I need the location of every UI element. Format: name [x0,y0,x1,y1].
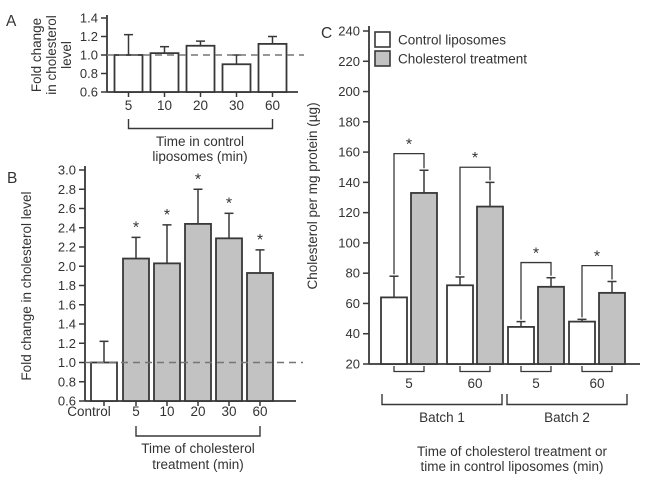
panel-b-x-axis-title-line-1: treatment (min) [152,457,244,472]
panel-b-ytick-label-1.2: 1.2 [57,335,76,351]
panel-c-ytick-label-120: 120 [338,205,360,221]
panel-c-ytick-label-160: 160 [338,144,360,160]
panel-c-ytick-label-180: 180 [338,114,360,130]
panel-c-ytick-label-240: 240 [338,23,360,39]
batch-bracket-1 [507,394,627,405]
panel-b-ytick-label-0.6: 0.6 [57,393,76,409]
panel-c-y-axis-title-line-0: Cholesterol per mg protein (µg) [305,102,320,290]
panel-a-xtick-label-5: 5 [124,98,133,113]
panel-c-sig-asterisk-batch-1-5min: * [405,136,413,154]
panel-b-ytick-label-2.2: 2.2 [57,239,76,255]
panel-c-pair-staple-batch-1-60min [460,366,490,372]
panel-b-xtick-label-10: 10 [159,404,175,419]
panel-c-x-axis-title-line-0: Time of cholesterol treatment or [416,444,608,459]
panel-b-bar-5 [123,259,149,401]
panel-b-ytick-label-1.4: 1.4 [57,316,76,332]
panel-a-x-bracket [129,119,273,129]
panel-b-bar-control [91,363,117,402]
panel-a [6,11,304,165]
panel-b-x-axis-title-line-0: Time of cholesterol [141,441,255,456]
panel-b-sig-asterisk-5: * [132,219,140,237]
panel-c-time-label-batch-1-5min: 5 [405,376,413,391]
panel-c-label: C [321,25,333,42]
legend-swatch-treatment [375,51,390,66]
panel-b-xtick-label-20: 20 [190,404,206,419]
batch-label-1: Batch 2 [544,410,590,425]
panel-a-xtick-label-30: 30 [228,98,245,113]
panel-b-y-axis-title-line-0: Fold change in cholesterol level [19,191,34,381]
panel-c [305,24,640,475]
panel-a-ytick-label-1.4: 1.4 [79,10,98,26]
panel-a-ytick-label-1.0: 1.0 [79,47,98,63]
panel-a-xtick-label-60: 60 [264,98,281,113]
panel-c-ytick-label-40: 40 [345,326,360,342]
panel-b-ytick-label-0.8: 0.8 [57,374,76,390]
panel-b-ytick-label-1.0: 1.0 [57,355,76,370]
panel-c-bar-batch-1-5min-treatment [411,193,437,364]
panel-c-bar-batch-2-60min-treatment [599,293,625,364]
panel-b-sig-asterisk-30: * [225,195,233,213]
panel-c-ytick-label-60: 60 [345,295,360,311]
panel-c-time-label-batch-1-60min: 60 [467,376,483,391]
panel-c-ytick-label-80: 80 [345,265,360,281]
legend-swatch-control [375,32,390,47]
panel-c-ytick-label-200: 200 [338,84,360,100]
panel-a-y-axis-title-line-1: in cholesterol [44,15,59,95]
panel-b-x-bracket [136,426,260,436]
panel-c-time-label-batch-2-60min: 60 [589,376,605,391]
panel-b-label: B [7,170,18,187]
panel-c-sig-asterisk-batch-2-5min: * [532,245,540,263]
panel-c-ytick-label-140: 140 [338,174,360,190]
panel-c-x-axis-title-line-1: time in control liposomes (min) [420,459,604,474]
panel-b-ytick-label-2.0: 2.0 [57,258,76,274]
panel-c-bar-batch-1-60min-control [447,285,473,364]
panel-c-bar-batch-2-5min-treatment [538,287,564,364]
panel-b-sig-asterisk-60: * [256,231,264,249]
panel-a-bar-60 [259,44,287,92]
panel-c-ytick-label-220: 220 [338,53,360,69]
panel-b-bar-20 [185,224,211,401]
panel-c-pair-staple-batch-1-5min [394,366,424,372]
panel-a-x-axis-title-line-1: liposomes (min) [152,149,248,164]
panel-b-bar-30 [216,238,242,401]
legend-label-control: Control liposomes [398,32,507,48]
panel-a-y-axis-title-line-0: Fold change [29,17,44,93]
panel-a-bar-10 [151,53,179,92]
panel-b-ytick-label-2.8: 2.8 [57,181,76,197]
panel-c-bar-batch-2-5min-control [508,327,534,364]
panel-c-pair-staple-batch-2-60min [582,366,612,372]
panel-b-xtick-label-60: 60 [252,404,268,419]
panel-a-x-axis-title-line-0: Time in control [155,134,245,149]
panel-c-bar-batch-2-60min-control [569,322,595,364]
panel-b-sig-asterisk-10: * [163,206,171,224]
panel-b-ytick-label-2.4: 2.4 [57,220,76,236]
panel-a-xtick-label-10: 10 [156,98,173,113]
panel-c-time-label-batch-2-5min: 5 [532,376,540,391]
panel-b-bar-60 [247,273,273,401]
panel-b-ytick-label-2.6: 2.6 [57,201,76,216]
panel-a-ytick-label-0.6: 0.6 [79,84,98,100]
panel-a-y-axis-title-line-2: level [59,41,74,69]
panel-c-sig-asterisk-batch-1-60min: * [471,150,479,168]
panel-c-pair-staple-batch-2-5min [521,366,551,372]
panel-a-xtick-label-20: 20 [192,98,209,113]
panel-b-bar-10 [154,263,180,401]
panel-b-xtick-label-5: 5 [132,404,140,419]
panel-a-label: A [6,13,17,30]
batch-label-0: Batch 1 [419,410,465,425]
panel-a-bar-20 [187,46,215,92]
panel-c-sig-asterisk-batch-2-60min: * [593,248,601,266]
panel-c-ytick-label-20: 20 [345,356,360,372]
panel-b-ytick-label-1.8: 1.8 [57,278,76,293]
panel-a-ytick-label-1.2: 1.2 [79,29,98,44]
panel-c-bar-batch-1-5min-control [381,297,407,364]
legend-label-treatment: Cholesterol treatment [398,51,528,67]
panel-b-sig-asterisk-20: * [194,171,202,189]
batch-bracket-0 [382,394,502,405]
panel-c-bar-batch-1-60min-treatment [477,207,503,364]
panel-b-xtick-label-Control: Control [67,404,111,419]
panel-b-xtick-label-30: 30 [221,404,237,419]
panel-a-ytick-label-0.8: 0.8 [79,66,98,81]
panel-a-bar-30 [223,64,251,92]
panel-a-bar-5 [115,55,143,92]
panel-b [7,163,303,473]
panel-b-ytick-label-1.6: 1.6 [57,297,76,313]
panel-c-ytick-label-100: 100 [338,235,360,251]
panel-b-ytick-label-3.0: 3.0 [57,162,76,178]
